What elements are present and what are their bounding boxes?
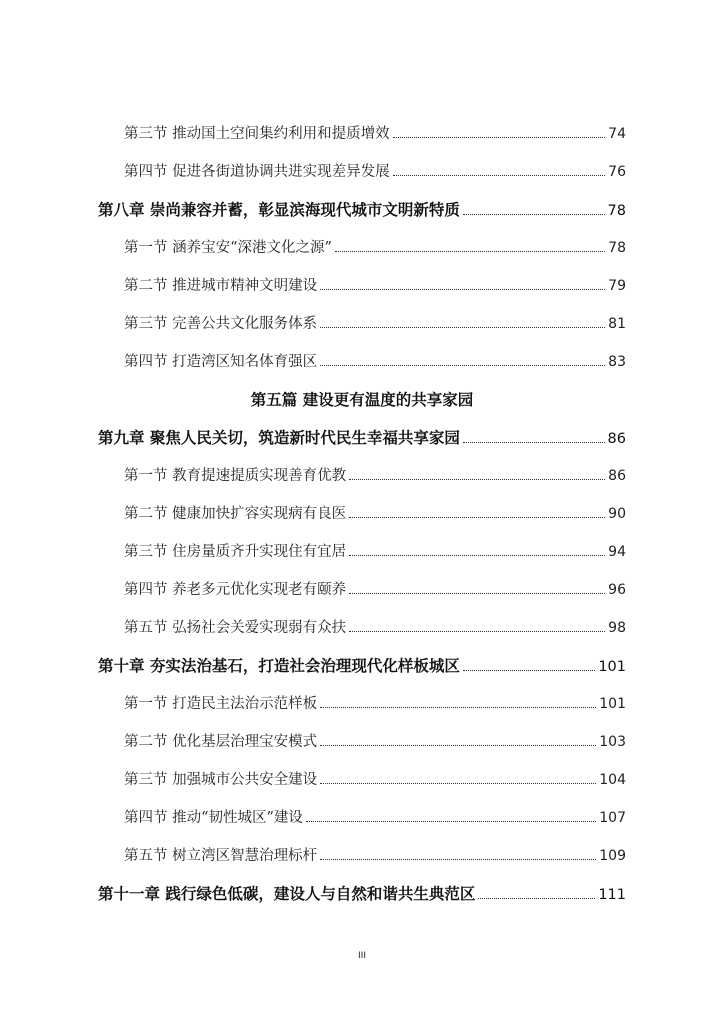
dot-leader: [349, 631, 605, 632]
toc-section-entry[interactable]: [124, 274, 626, 295]
toc-section-entry[interactable]: [124, 236, 626, 257]
toc-entry-page-number: 107: [599, 810, 626, 826]
toc-section-entry[interactable]: [124, 578, 626, 599]
toc-chapter-entry[interactable]: [98, 198, 626, 220]
toc-entry-title: 第四节 养老多元优化实现老有颐养: [124, 582, 347, 598]
toc-section-entry[interactable]: [124, 540, 626, 561]
toc-entry-page-number: 90: [608, 506, 626, 522]
toc-entry-title: 第一节 打造民主法治示范样板: [124, 696, 318, 712]
dot-leader: [320, 707, 596, 708]
toc-entry-page-number: 83: [608, 354, 626, 370]
toc-section-entry[interactable]: [124, 844, 626, 865]
dot-leader: [320, 745, 596, 746]
toc-entry-title: 第一节 涵养宝安“深港文化之源”: [124, 240, 332, 256]
toc-entry-page-number: 81: [608, 316, 626, 332]
toc-entry-title: 第八章 崇尚兼容并蓄，彰显滨海现代城市文明新特质: [98, 201, 460, 219]
dot-leader: [349, 555, 605, 556]
dot-leader: [393, 137, 606, 138]
dot-leader: [393, 175, 606, 176]
dot-leader: [320, 327, 605, 328]
toc-entry-page-number: 98: [608, 620, 626, 636]
toc-section-entry[interactable]: [124, 730, 626, 751]
toc-section-entry[interactable]: [124, 692, 626, 713]
toc-entry-page-number: 76: [608, 164, 626, 180]
toc-entry-page-number: 86: [608, 468, 626, 484]
toc-section-entry[interactable]: [124, 122, 626, 143]
toc-section-entry[interactable]: [124, 464, 626, 485]
toc-entry-title: 第四节 打造湾区知名体育强区: [124, 354, 318, 370]
dot-leader: [463, 670, 595, 671]
dot-leader: [320, 859, 596, 860]
toc-section-entry[interactable]: [124, 806, 626, 827]
toc-entry-page-number: 101: [599, 696, 626, 712]
toc-section-entry[interactable]: [124, 160, 626, 181]
toc-chapter-entry[interactable]: [98, 882, 626, 904]
toc-section-entry[interactable]: [124, 312, 626, 333]
toc-chapter-entry[interactable]: [98, 654, 626, 676]
toc-entry-page-number: 109: [599, 848, 626, 864]
toc-entry-title: 第二节 推进城市精神文明建设: [124, 278, 318, 294]
dot-leader: [349, 593, 605, 594]
toc-section-entry[interactable]: [124, 616, 626, 637]
toc-entry-page-number: 74: [608, 126, 626, 142]
toc-entry-title: 第三节 完善公共文化服务体系: [124, 316, 318, 332]
toc-entry-title: 第五节 弘扬社会关爱实现弱有众扶: [124, 620, 347, 636]
page-number: III: [358, 951, 366, 961]
toc-entry-page-number: 94: [608, 544, 626, 560]
toc-entry-page-number: 86: [607, 431, 626, 447]
toc-entry-page-number: 104: [599, 772, 626, 788]
toc-entry-title: 第四节 推动“韧性城区”建设: [124, 810, 303, 826]
toc-entry-title: 第三节 推动国土空间集约利用和提质增效: [124, 126, 390, 142]
dot-leader: [320, 783, 596, 784]
toc-entry-page-number: 96: [608, 582, 626, 598]
toc-entry-title: 第三节 住房量质齐升实现住有宜居: [124, 544, 347, 560]
toc-entry-title: 第九章 聚焦人民关切，筑造新时代民生幸福共享家园: [98, 429, 460, 447]
toc-part-entry[interactable]: [0, 388, 724, 410]
toc-entry-page-number: 103: [599, 734, 626, 750]
toc-entry-title: 第二节 健康加快扩容实现病有良医: [124, 506, 347, 522]
toc-entry-title: 第五节 树立湾区智慧治理标杆: [124, 848, 318, 864]
toc-entry-page-number: 78: [608, 240, 626, 256]
dot-leader: [478, 898, 595, 899]
dot-leader: [349, 479, 605, 480]
toc-entry-title: 第五篇 建设更有温度的共享家园: [250, 391, 474, 409]
toc-entry-page-number: 111: [598, 887, 626, 903]
toc-section-entry[interactable]: [124, 768, 626, 789]
dot-leader: [463, 214, 605, 215]
toc-entry-title: 第二节 优化基层治理宝安模式: [124, 734, 318, 750]
toc-entry-title: 第四节 促进各街道协调共进实现差异发展: [124, 164, 390, 180]
toc-entry-title: 第三节 加强城市公共安全建设: [124, 772, 318, 788]
dot-leader: [306, 821, 596, 822]
dot-leader: [320, 365, 605, 366]
dot-leader: [320, 289, 605, 290]
dot-leader: [335, 251, 605, 252]
dot-leader: [463, 442, 605, 443]
toc-entry-page-number: 78: [607, 203, 626, 219]
toc-section-entry[interactable]: [124, 350, 626, 371]
toc-entry-page-number: 79: [608, 278, 626, 294]
dot-leader: [349, 517, 605, 518]
toc-section-entry[interactable]: [124, 502, 626, 523]
toc-entry-title: 第十章 夯实法治基石，打造社会治理现代化样板城区: [98, 657, 460, 675]
toc-entry-page-number: 101: [598, 659, 626, 675]
toc-entry-title: 第十一章 践行绿色低碳，建设人与自然和谐共生典范区: [98, 885, 476, 903]
toc-entry-title: 第一节 教育提速提质实现善育优教: [124, 468, 347, 484]
toc-chapter-entry[interactable]: [98, 426, 626, 448]
